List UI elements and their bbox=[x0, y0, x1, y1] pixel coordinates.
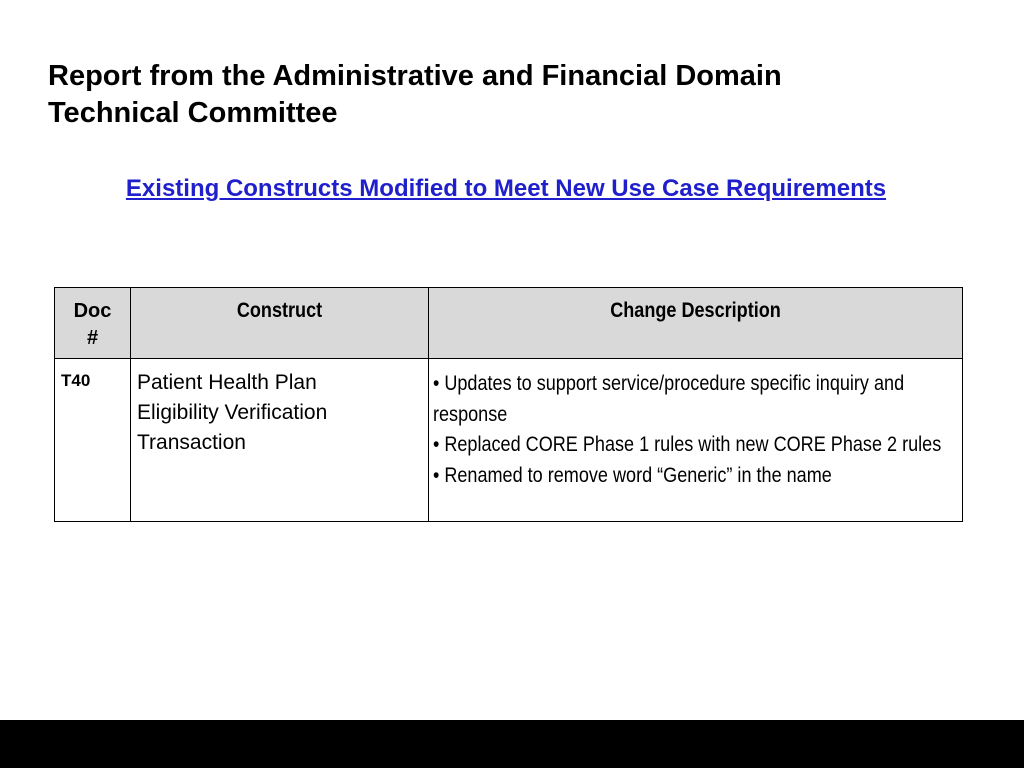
doc-number: T40 bbox=[61, 371, 91, 390]
slide-subtitle-link[interactable]: Existing Constructs Modified to Meet New Use Case Requirements bbox=[125, 175, 887, 202]
cell-doc-number bbox=[55, 359, 131, 522]
constructs-table-container bbox=[54, 287, 962, 522]
constructs-table bbox=[54, 287, 963, 522]
table-header-row bbox=[55, 288, 963, 359]
change-item: • Updates to support service/procedure specific inquiry and response bbox=[433, 372, 905, 426]
header-change-description-label: Change Description bbox=[610, 299, 781, 322]
table-row bbox=[55, 359, 963, 522]
slide-title: Report from the Administrative and Financial Domain Technical Committee bbox=[48, 60, 782, 129]
header-construct bbox=[131, 288, 429, 359]
header-construct-label: Construct bbox=[236, 299, 323, 322]
construct-name: Patient Health Plan Eligibility Verification Transaction bbox=[137, 371, 328, 454]
cell-construct bbox=[131, 359, 429, 522]
header-doc-number bbox=[55, 288, 131, 359]
change-item: • Renamed to remove word “Generic” in the name bbox=[433, 463, 832, 487]
header-doc-number-label: Doc # bbox=[73, 300, 112, 349]
change-item: • Replaced CORE Phase 1 rules with new CORE Phase 2 rules bbox=[433, 433, 942, 456]
cell-change-description bbox=[429, 359, 963, 522]
header-change-description bbox=[429, 288, 963, 359]
footer-bar bbox=[0, 720, 1024, 768]
change-list bbox=[429, 359, 962, 491]
